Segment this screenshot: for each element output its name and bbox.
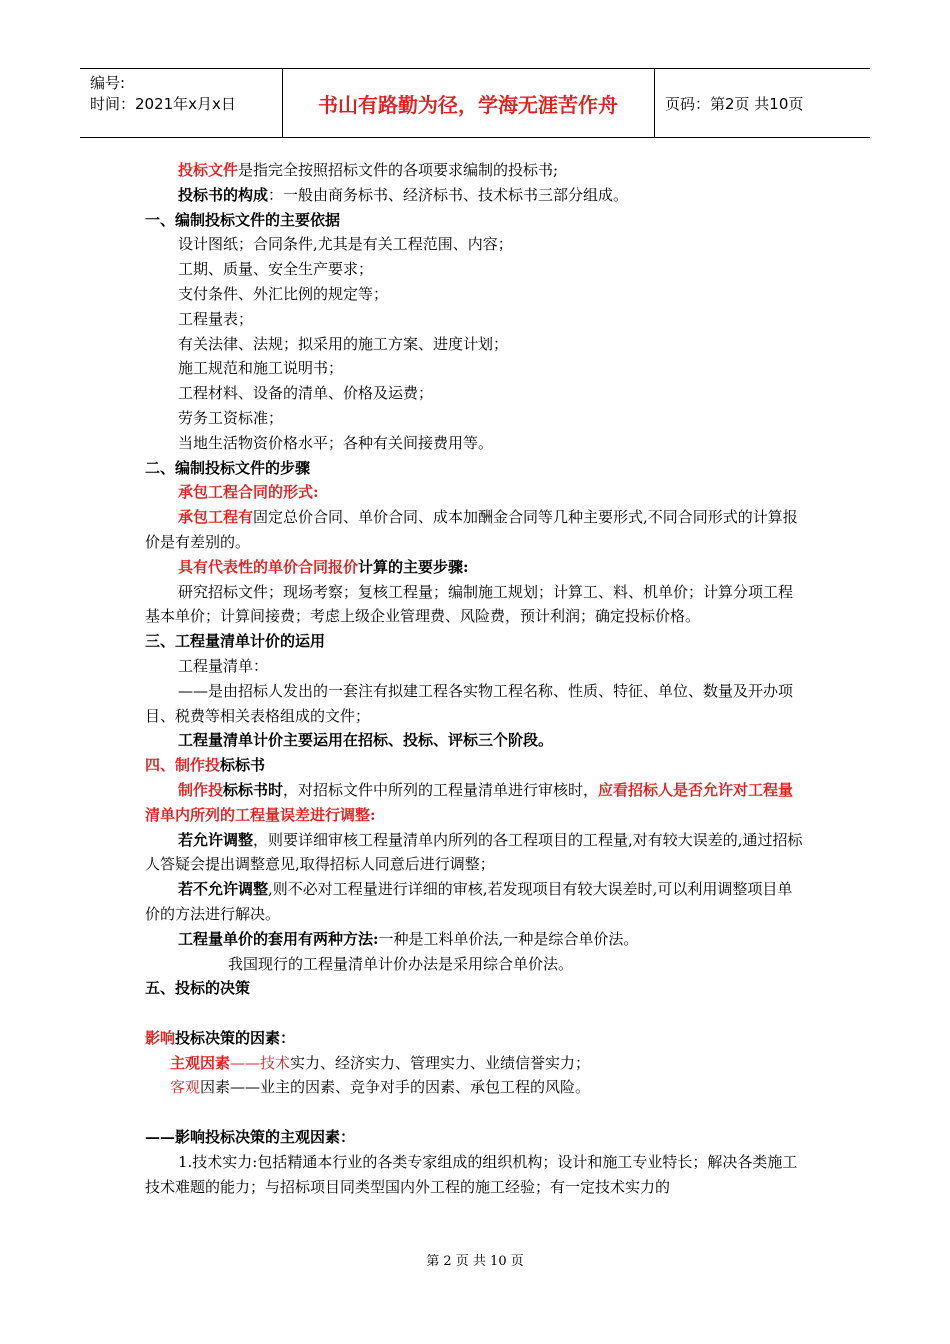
time-label: 时间：2021年x月x日: [90, 95, 236, 113]
section-heading: 二、编制投标文件的步骤: [145, 458, 311, 477]
paragraph: [145, 555, 807, 580]
text: ，对招标文件中所列的工程量清单进行审核时，: [283, 780, 599, 799]
header-divider: [654, 69, 655, 137]
list-item: 劳务工资标准；: [178, 408, 284, 427]
list-item: 有关法律、法规；拟采用的施工方案、进度计划；: [178, 334, 509, 353]
paragraph: 工程量清单：: [178, 656, 269, 675]
term: 投标书的构成: [178, 185, 269, 204]
text: 投标决策的因素：: [175, 1028, 296, 1047]
term: 标标书时: [223, 780, 284, 799]
paragraph: 研究招标文件；现场考察；复核工程量；编制施工规划；计算工、料、机单价；计算分项工程基本单价；计算间接费；考虑上级企业管理费、风险费，预计利润；确定投标价格。: [145, 582, 794, 626]
list-item: 施工规范和施工说明书；: [178, 359, 344, 378]
text: 实力、经济实力、管理实力、业绩信誉实力；: [290, 1053, 591, 1072]
list-item: 设计图纸；合同条件,尤其是有关工程范围、内容；: [178, 235, 513, 254]
page-footer: 第 2 页 共 10 页: [426, 1254, 524, 1269]
text: 应看招标人是否允许对工程量清单内所列的工程量误差进行调整:: [145, 780, 794, 824]
text: 一种是工料单价法,一种是综合单价法。: [378, 929, 639, 948]
paragraph: [145, 778, 807, 828]
text: ——技术: [230, 1053, 291, 1072]
list-item: 工程材料、设备的清单、价格及运费；: [178, 384, 434, 403]
term: 具有代表性的单价合同报价: [178, 557, 359, 576]
paragraph: [145, 1051, 807, 1076]
paragraph: [145, 158, 807, 183]
term: 承包工程有: [178, 508, 254, 527]
spacer: [145, 1001, 807, 1026]
list-item: 支付条件、外汇比例的规定等；: [178, 284, 389, 303]
paragraph: [145, 505, 807, 555]
term: 投标文件: [178, 161, 239, 179]
paragraph: 工程量清单计价主要运用在招标、投标、评标三个阶段。: [178, 731, 554, 750]
heading-part: 标标书: [220, 756, 266, 775]
text: 因素——业主的因素、竞争对手的因素、承包工程的风险。: [200, 1078, 591, 1097]
section-heading: [145, 753, 807, 778]
list-item: 当地生活物资价格水平；各种有关间接费用等。: [178, 433, 494, 452]
term: 若允许调整: [178, 830, 254, 849]
text: 计算的主要步骤:: [358, 557, 469, 576]
spacer: [145, 1100, 807, 1125]
code-label: 编号:: [90, 74, 126, 92]
paragraph: [145, 183, 807, 208]
text: 固定总价合同、单价合同、成本加酬金合同等几种主要形式,不同合同形式的计算报价是有差别的。: [145, 508, 798, 551]
section-heading: 三、工程量清单计价的运用: [145, 632, 326, 651]
header-page-number: 页码：第2页 共10页: [665, 95, 804, 113]
text: 是指完全按照招标文件的各项要求编制的投标书;: [238, 161, 559, 179]
text: ：一般由商务标书、经济标书、技术标书三部分组成。: [268, 185, 629, 204]
paragraph: [145, 877, 807, 927]
list-item: 工程量表；: [178, 309, 254, 328]
term: 客观: [170, 1078, 201, 1097]
paragraph: [145, 1075, 807, 1100]
page-header: [80, 68, 870, 138]
subheading: 承包工程合同的形式:: [178, 483, 319, 502]
subheading: ——影响投标决策的主观因素：: [145, 1128, 356, 1147]
section-heading: 一、编制投标文件的主要依据: [145, 210, 341, 229]
paragraph: [145, 927, 807, 952]
section-heading: 五、投标的决策: [145, 979, 251, 998]
paragraph: ——是由招标人发出的一套注有拟建工程各实物工程名称、性质、特征、单位、数量及开办项目、税费等相关表格组成的文件；: [145, 681, 794, 725]
text: ,则不必对工程量进行详细的审核,若发现项目有较大误差时,可以利用调整项目单价的方法进行解决。: [145, 880, 793, 923]
paragraph: [145, 828, 807, 878]
text: ，则要详细审核工程量清单内所列的各工程项目的工程量,对有较大误差的,通过招标人答疑会提出调整意见,取得招标人同意后进行调整；: [145, 830, 803, 874]
paragraph: 1.技术实力:包括精通本行业的各类专家组成的组织机构；设计和施工专业特长；解决各类施工技术难题的能力；与招标项目同类型国内外工程的施工经验；有一定技术实力的: [145, 1152, 798, 1196]
paragraph: 我国现行的工程量清单计价办法是采用综合单价法。: [228, 954, 574, 973]
term: 影响: [145, 1028, 176, 1047]
list-item: 工期、质量、安全生产要求；: [178, 260, 374, 279]
term: 制作投: [178, 780, 224, 799]
paragraph: [145, 1026, 807, 1051]
header-info: [90, 73, 236, 115]
document-body: [145, 158, 807, 1199]
heading-part: 四、制作投: [145, 756, 221, 775]
term: 主观因素: [170, 1053, 231, 1072]
term: 工程量单价的套用有两种方法:: [178, 929, 379, 948]
header-motto: 书山有路勤为径，学海无涯苦作舟: [318, 93, 618, 117]
term: 若不允许调整: [178, 880, 269, 899]
